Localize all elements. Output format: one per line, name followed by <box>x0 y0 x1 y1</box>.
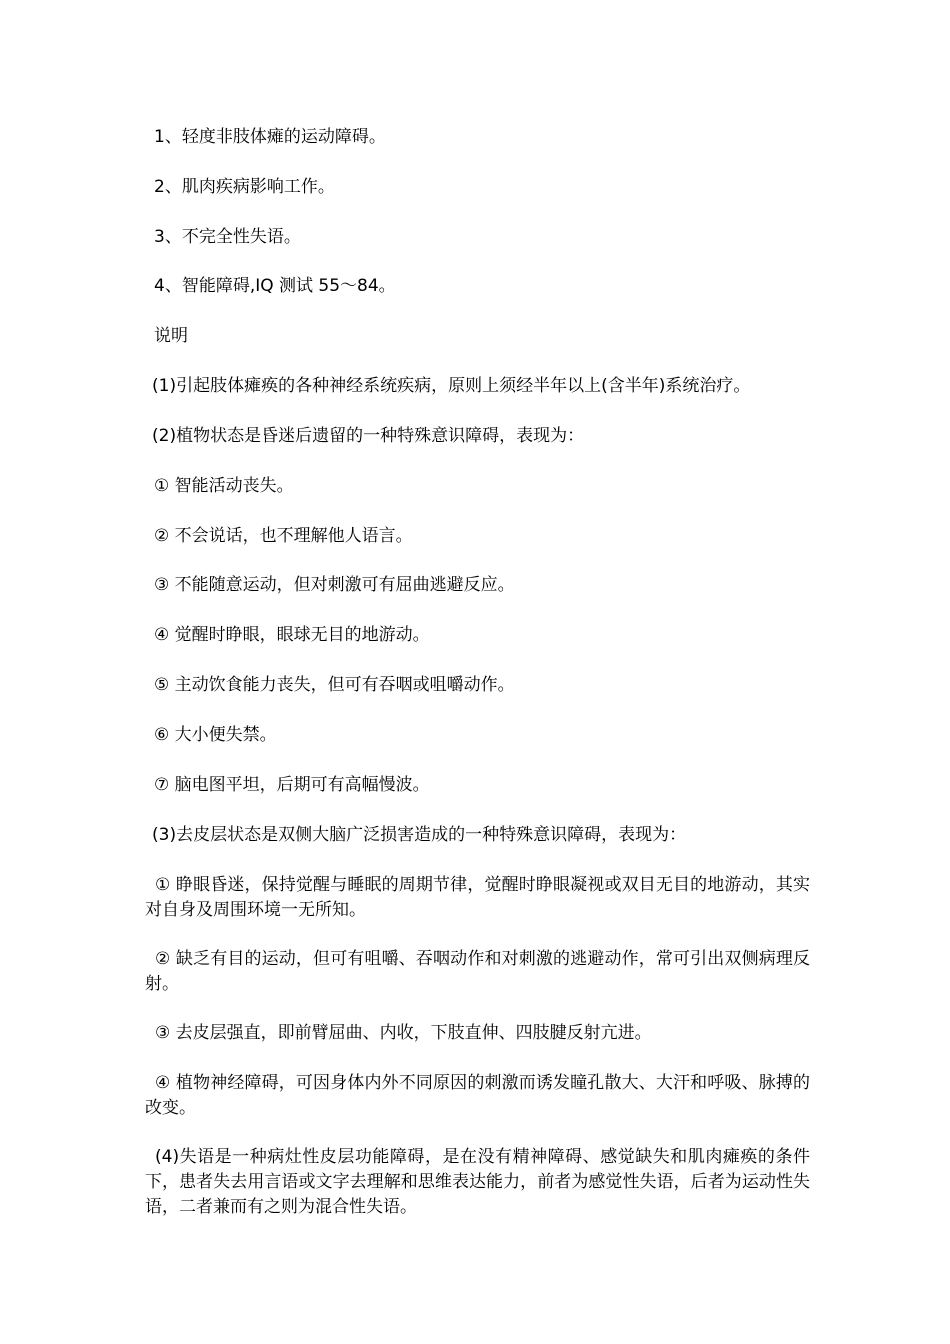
vegetative-sign-7: ⑦ 脑电图平坦，后期可有高幅慢波。 <box>154 775 430 795</box>
decortication-sign-2: ② 缺乏有目的运动，但可有咀嚼、吞咽动作和对刺激的逃避动作，常可引出双侧病理反射。 <box>145 949 810 994</box>
decortication-sign-4: ④ 植物神经障碍，可因身体内外不同原因的刺激而诱发瞳孔散大、大汗和呼吸、脉搏的改变。 <box>145 1073 810 1118</box>
vegetative-sign-2: ② 不会说话，也不理解他人语言。 <box>154 526 413 546</box>
note-4: (4)失语是一种病灶性皮层功能障碍，是在没有精神障碍、感觉缺失和肌肉瘫痪的条件下，患者失去用言语或文字去理解和思维表达能力，前者为感觉性失语，后者为运动性失语，二者兼而有之则为混合性失语。 <box>145 1147 810 1217</box>
vegetative-sign-6: ⑥ 大小便失禁。 <box>154 725 277 745</box>
vegetative-sign-5: ⑤ 主动饮食能力丧失，但可有吞咽或咀嚼动作。 <box>154 675 515 695</box>
vegetative-sign-4: ④ 觉醒时睁眼，眼球无目的地游动。 <box>154 625 430 645</box>
list-item-3: 3、不完全性失语。 <box>154 227 301 247</box>
list-item-2: 2、肌肉疾病影响工作。 <box>154 177 335 197</box>
vegetative-sign-1: ① 智能活动丧失。 <box>154 476 294 496</box>
note-3: (3)去皮层状态是双侧大脑广泛损害造成的一种特殊意识障碍，表现为： <box>152 825 687 845</box>
vegetative-sign-3: ③ 不能随意运动，但对刺激可有屈曲逃避反应。 <box>154 575 515 595</box>
note-2: (2)植物状态是昏迷后遗留的一种特殊意识障碍，表现为： <box>152 426 585 446</box>
note-1: (1)引起肢体瘫痪的各种神经系统疾病，原则上须经半年以上(含半年)系统治疗。 <box>152 376 751 396</box>
decortication-sign-1: ① 睁眼昏迷，保持觉醒与睡眠的周期节律，觉醒时睁眼凝视或双目无目的地游动，其实对自身及周围环境一无所知。 <box>145 875 810 920</box>
list-item-4: 4、智能障碍,IQ 测试 55～84。 <box>154 276 396 296</box>
decortication-sign-3: ③ 去皮层强直，即前臂屈曲、内收，下肢直伸、四肢腱反射亢进。 <box>155 1023 652 1043</box>
section-heading: 说明 <box>154 326 188 346</box>
list-item-1: 1、轻度非肢体瘫的运动障碍。 <box>154 127 386 147</box>
